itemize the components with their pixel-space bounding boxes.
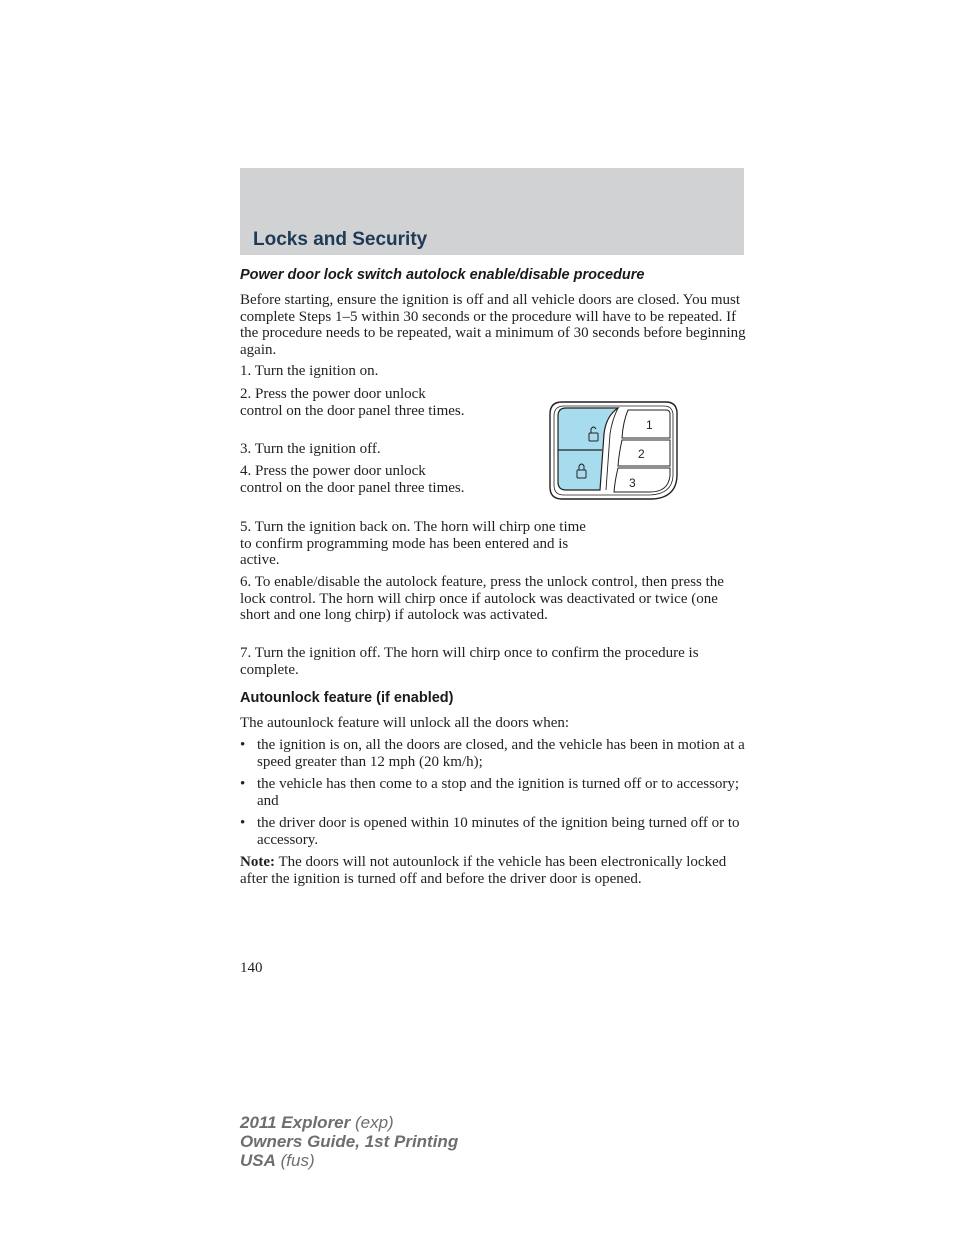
bullet-icon: •: [240, 776, 246, 792]
step-7: 7. Turn the ignition off. The horn will chirp once to confirm the procedure is complete.: [240, 645, 699, 678]
procedure-heading: Power door lock switch autolock enable/disable procedure: [240, 267, 645, 283]
footer-model-code: (exp): [350, 1113, 394, 1132]
memory-button-3-label: 3: [629, 476, 636, 490]
page-number: 140: [240, 960, 263, 976]
step-5: 5. Turn the ignition back on. The horn will chirp one time to confirm programming mode has been entered and is active.: [240, 519, 586, 568]
autounlock-heading: Autounlock feature (if enabled): [240, 690, 454, 706]
footer-line-1: [240, 1113, 458, 1132]
step-2: 2. Press the power door unlock control on the door panel three times.: [240, 386, 465, 419]
list-item-text: the driver door is opened within 10 minutes of the ignition being turned off or to accessory.: [257, 815, 740, 848]
step-1: 1. Turn the ignition on.: [240, 363, 379, 379]
footer-model: 2011 Explorer: [240, 1113, 351, 1132]
note-paragraph: [240, 854, 746, 887]
door-lock-switch-figure: [548, 398, 680, 502]
step-6: 6. To enable/disable the autolock feature, press the unlock control, then press the lock control. The horn will chirp once if autolock was deactivated or twice (one short and one long chirp) if autolock was activated.: [240, 574, 724, 623]
autounlock-intro: The autounlock feature will unlock all the doors when:: [240, 715, 570, 731]
bullet-icon: •: [240, 737, 246, 753]
memory-button-2-label: 2: [638, 447, 645, 461]
footer-market: USA: [240, 1151, 276, 1170]
list-item: [240, 776, 746, 809]
procedure-intro: Before starting, ensure the ignition is off and all vehicle doors are closed. You must complete Steps 1–5 within 30 seconds or the procedure will have to be repeated. If the procedure needs to be repeated, wait a minimum of 30 seconds before beginning again.: [240, 292, 746, 358]
footer-line-3: [240, 1151, 458, 1170]
footer-line-2: Owners Guide, 1st Printing: [240, 1132, 459, 1151]
list-item-text: the vehicle has then come to a stop and the ignition is turned off or to accessory; and: [257, 776, 740, 809]
note-label: Note:: [240, 854, 275, 870]
footer-market-code: (fus): [275, 1151, 315, 1170]
list-item-text: the ignition is on, all the doors are closed, and the vehicle has been in motion at a speed greater than 12 mph (20 km/h);: [257, 737, 745, 770]
step-3: 3. Turn the ignition off.: [240, 441, 381, 457]
note-text: The doors will not autounlock if the vehicle has been electronically locked after the ignition is turned off and before the driver door is opened.: [240, 854, 727, 887]
section-title: Locks and Security: [253, 229, 428, 250]
list-item: [240, 737, 746, 770]
bullet-icon: •: [240, 815, 246, 831]
step-4: 4. Press the power door unlock control on the door panel three times.: [240, 463, 465, 496]
memory-button-1-label: 1: [646, 418, 653, 432]
memory-button-3[interactable]: [614, 468, 670, 492]
door-lock-switch-illustration: [548, 398, 680, 502]
list-item: [240, 815, 746, 848]
document-footer: [240, 1113, 458, 1170]
